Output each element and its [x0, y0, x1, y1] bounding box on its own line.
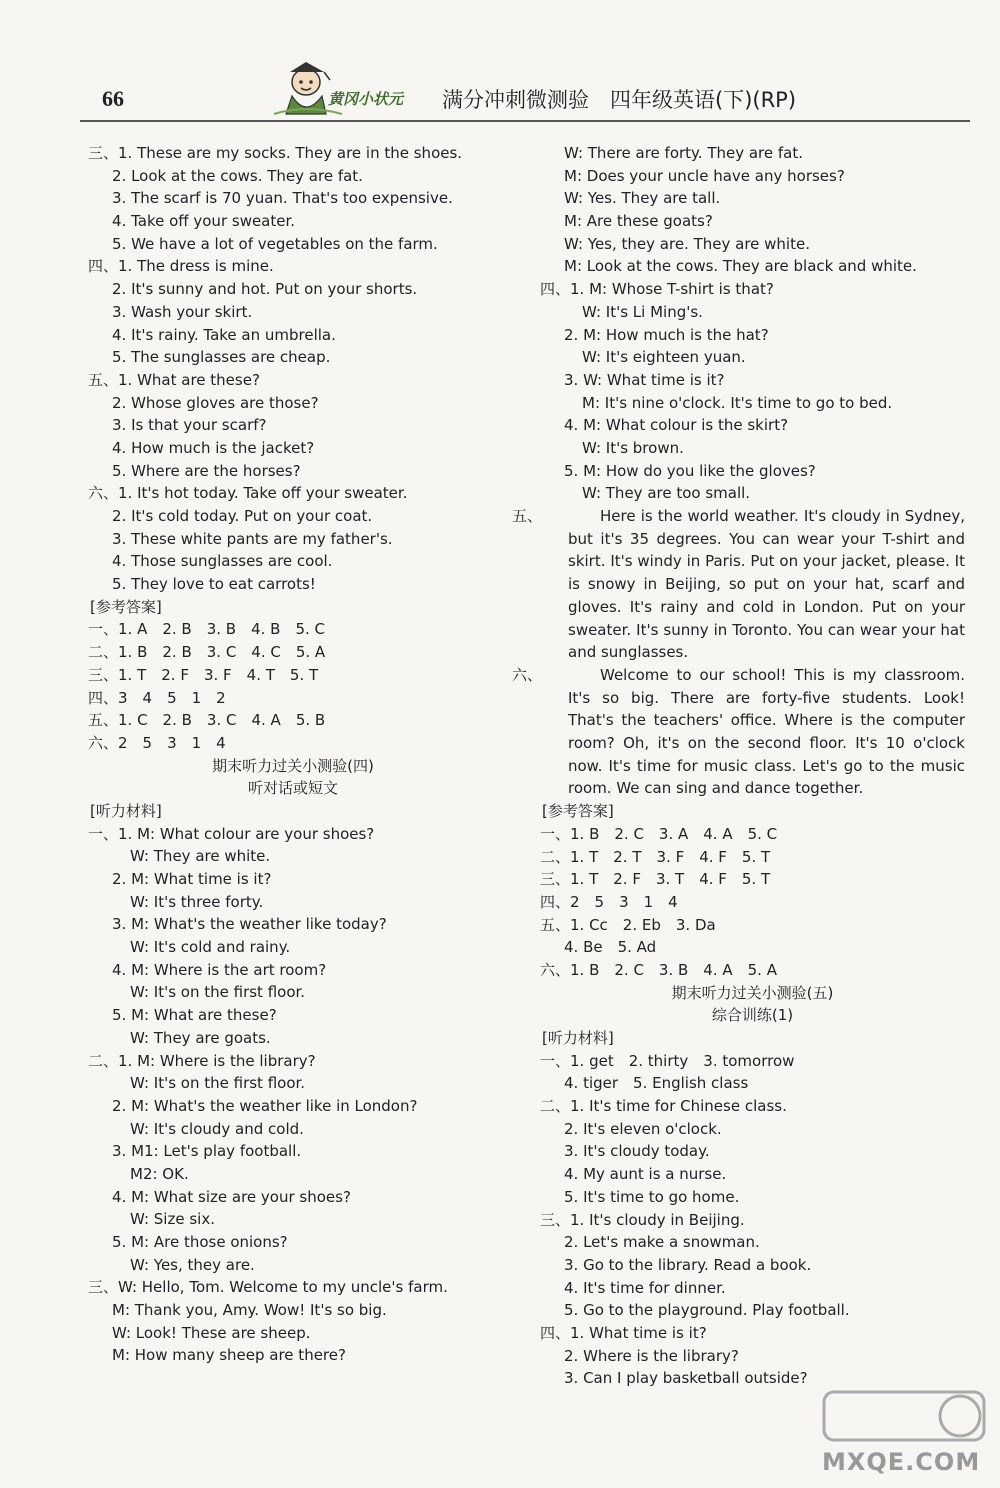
text-line: 4. tiger 5. English class	[564, 1074, 749, 1093]
paragraph-five	[512, 505, 965, 664]
text-line: 五、1. What are these?	[88, 370, 260, 389]
page-header	[80, 58, 970, 122]
text-line: W: It's three forty.	[130, 892, 264, 911]
text-line: M: How many sheep are there?	[112, 1346, 346, 1365]
text-line: 3. W: What time is it?	[564, 370, 725, 389]
text-line: 5. We have a lot of vegetables on the farm.	[112, 234, 438, 253]
text-line: 4. My aunt is a nurse.	[564, 1165, 727, 1184]
text-line: 五、1. Cc 2. Eb 3. Da	[540, 915, 716, 934]
text-line: [参考答案]	[542, 802, 614, 821]
text-line: 三、1. It's cloudy in Beijing.	[540, 1210, 745, 1229]
text-line: 5. It's time to go home.	[564, 1187, 740, 1206]
text-line: 二、1. B 2. B 3. C 4. C 5. A	[88, 643, 326, 662]
text-line: W: Yes. They are tall.	[564, 189, 721, 208]
text-line: W: It's on the first floor.	[130, 1074, 306, 1093]
text-line: 4. It's time for dinner.	[564, 1278, 726, 1297]
text-line: 三、1. These are my socks. They are in the shoes.	[88, 144, 463, 162]
text-line: M: Thank you, Amy. Wow! It's so big.	[112, 1301, 387, 1320]
brand-logo-text: 黄冈小状元	[328, 90, 404, 108]
text-line: 2. M: What's the weather like in London?	[112, 1096, 418, 1115]
text-line: 4. Those sunglasses are cool.	[112, 552, 333, 571]
text-line: 5. M: Are those onions?	[112, 1233, 288, 1251]
text-line: [听力材料]	[542, 1029, 614, 1048]
text-line: M: Look at the cows. They are black and white.	[564, 257, 917, 276]
text-line: 4. M: Where is the art room?	[112, 960, 327, 979]
text-line: [参考答案]	[90, 597, 162, 616]
text-line: [听力材料]	[90, 801, 162, 820]
text-line: 4. How much is the jacket?	[112, 438, 315, 457]
left-column	[88, 142, 498, 1367]
text-line: 3. Go to the library. Read a book.	[564, 1255, 812, 1274]
text-line: 2. It's eleven o'clock.	[564, 1119, 722, 1138]
text-line: 四、1. The dress is mine.	[88, 257, 274, 276]
text-line: 4. Take off your sweater.	[112, 212, 296, 231]
text-line: M: Does your uncle have any horses?	[564, 166, 845, 185]
text-line: W: They are goats.	[130, 1028, 271, 1047]
text-line: M: It's nine o'clock. It's time to go to bed.	[582, 393, 893, 412]
text-line: W: It's cloudy and cold.	[130, 1119, 304, 1138]
text-line: 一、1. A 2. B 3. B 4. B 5. C	[88, 620, 326, 639]
book-title: 满分冲刺微测验 四年级英语(下)(RP)	[442, 88, 797, 112]
text-line: 一、1. M: What colour are your shoes?	[88, 824, 375, 843]
text-line: 3. M: What's the weather like today?	[112, 915, 387, 934]
text-line: 5. M: How do you like the gloves?	[564, 461, 816, 480]
text-line: 六、1. B 2. C 3. B 4. A 5. A	[540, 960, 777, 979]
text-line: 4. M: What size are your shoes?	[112, 1187, 351, 1206]
text-line: W: It's eighteen yuan.	[582, 348, 746, 367]
right-column	[512, 142, 965, 1390]
paragraph-six-text: Welcome to our school! This is my classroom. It's so big. There are forty-five students. Look! That's the teachers' office. Where is the computer room? Oh, it's on the second floor. It's 10 o'clock now. It's time for music class. Let's go to the music room. We can sing and dance together.	[568, 665, 965, 798]
text-line: 2. It's cold today. Put on your coat.	[112, 507, 373, 525]
text-line: 2. Let's make a snowman.	[564, 1233, 760, 1252]
text-line: W: Yes, they are.	[130, 1255, 255, 1274]
text-line: 听对话或短文	[247, 779, 338, 798]
text-line: 六、2 5 3 1 4	[88, 733, 226, 752]
text-line: M: Are these goats?	[564, 212, 713, 231]
text-line: W: It's brown.	[582, 438, 684, 457]
text-line: 期末听力过关小测验(四)	[212, 756, 374, 775]
watermark-text: MXQE.COM	[822, 1448, 981, 1476]
text-line: W: They are white.	[130, 847, 271, 866]
text-line: 5. Go to the playground. Play football.	[564, 1301, 850, 1320]
text-line: 3. It's cloudy today.	[564, 1142, 710, 1161]
text-line: W: Look! These are sheep.	[112, 1323, 311, 1342]
text-line: 三、1. T 2. F 3. F 4. T 5. T	[88, 665, 319, 684]
text-line: 四、3 4 5 1 2	[88, 688, 226, 707]
paragraph-six-number: 六、	[512, 665, 543, 684]
text-line: 2. M: What time is it?	[112, 870, 272, 888]
text-line: 3. Is that your scarf?	[112, 416, 267, 435]
text-line: 5. M: What are these?	[112, 1006, 277, 1025]
paragraph-six	[512, 664, 965, 800]
text-line: W: It's Li Ming's.	[582, 302, 703, 321]
text-line: 2. Where is the library?	[564, 1346, 739, 1365]
text-line: 一、1. B 2. C 3. A 4. A 5. C	[540, 824, 778, 843]
text-line: 二、1. M: Where is the library?	[88, 1051, 316, 1070]
text-line: 一、1. get 2. thirty 3. tomorrow	[540, 1051, 795, 1070]
text-line: 四、1. What time is it?	[540, 1323, 707, 1342]
text-line: 五、1. C 2. B 3. C 4. A 5. B	[88, 711, 326, 730]
text-line: 2. Look at the cows. They are fat.	[112, 166, 363, 185]
text-line: 3. Wash your skirt.	[112, 302, 253, 321]
text-line: 期末听力过关小测验(五)	[671, 983, 834, 1002]
paragraph-five-number: 五、	[512, 507, 543, 525]
text-line: W: There are forty. They are fat.	[564, 144, 804, 162]
text-line: 二、1. It's time for Chinese class.	[540, 1097, 787, 1116]
text-line: W: Size six.	[130, 1210, 215, 1229]
text-line: 综合训练(1)	[711, 1006, 794, 1025]
text-line: 4. Be 5. Ad	[564, 938, 657, 957]
text-line: 3. Can I play basketball outside?	[564, 1369, 808, 1388]
text-line: W: They are too small.	[582, 484, 751, 503]
text-line: W: It's cold and rainy.	[130, 938, 291, 957]
text-line: 四、2 5 3 1 4	[540, 892, 678, 911]
text-line: 5. Where are the horses?	[112, 461, 301, 480]
text-line: W: It's on the first floor.	[130, 983, 306, 1002]
text-line: 4. It's rainy. Take an umbrella.	[112, 325, 336, 344]
text-line: 3. These white pants are my father's.	[112, 529, 393, 548]
text-line: 四、1. M: Whose T-shirt is that?	[540, 280, 774, 299]
text-line: 2. M: How much is the hat?	[564, 325, 769, 344]
text-line: 5. The sunglasses are cheap.	[112, 348, 331, 367]
text-line: 二、1. T 2. T 3. F 4. F 5. T	[540, 847, 771, 866]
paragraph-five-text: Here is the world weather. It's cloudy in Sydney, but it's 35 degrees. You can wear your T-shirt and skirt. It's windy in Paris. Put on your jacket, please. It is snowy in Beijing, so put on your hat, scarf and gloves. It's rainy and cold in London. Put on your sweater. It's sunny in Toronto. You can wear your hat and sunglasses.	[568, 507, 965, 662]
text-line: 三、1. T 2. F 3. T 4. F 5. T	[540, 870, 771, 889]
text-line: W: Yes, they are. They are white.	[564, 234, 810, 253]
text-line: 2. Whose gloves are those?	[112, 393, 319, 412]
text-line: 2. It's sunny and hot. Put on your shorts.	[112, 280, 418, 299]
text-line: 3. The scarf is 70 yuan. That's too expensive.	[112, 189, 453, 208]
text-line: 5. They love to eat carrots!	[112, 575, 316, 594]
text-line: 3. M1: Let's play football.	[112, 1142, 302, 1161]
text-line: 三、W: Hello, Tom. Welcome to my uncle's farm.	[88, 1278, 448, 1297]
text-line: M2: OK.	[130, 1164, 189, 1183]
text-line: 4. M: What colour is the skirt?	[564, 416, 789, 435]
text-line: 六、1. It's hot today. Take off your sweater.	[88, 484, 408, 503]
page-number: 66	[102, 86, 124, 111]
